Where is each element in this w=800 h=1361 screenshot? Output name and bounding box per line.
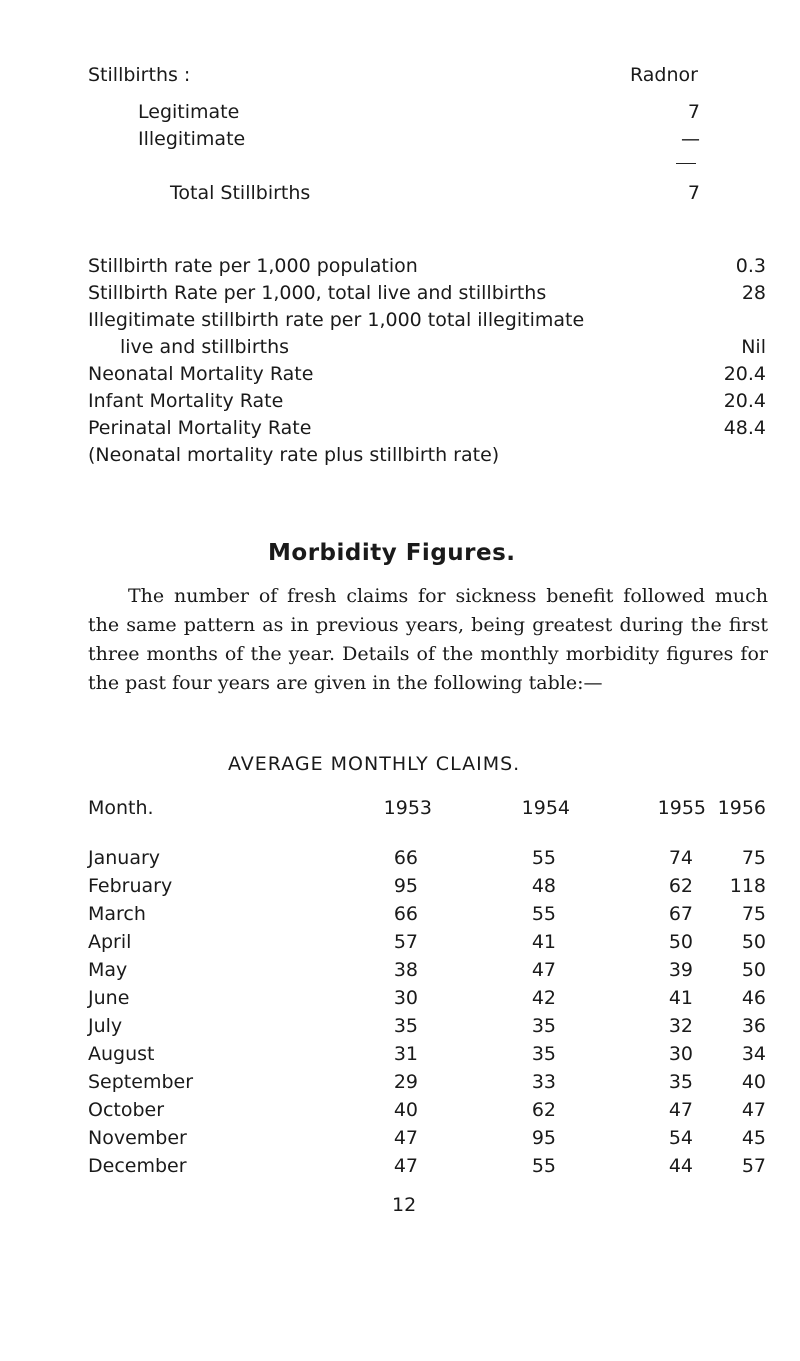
value-cell: 50 [741,931,766,953]
table-row [0,1071,800,1099]
illegitimate-value: — [681,128,700,150]
value-cell: 55 [531,903,556,925]
value-cell: 47 [393,1127,418,1149]
year-header: 1956 [717,797,766,819]
rate-value: Nil [741,336,766,358]
rate-label: Infant Mortality Rate [88,390,284,412]
value-cell: 66 [393,847,418,869]
value-cell: 57 [741,1155,766,1177]
year-header: 1953 [383,797,432,819]
value-cell: 44 [668,1155,693,1177]
value-cell: 75 [741,847,766,869]
rate-value: 20.4 [723,390,766,412]
total-stillbirths-label: Total Stillbirths [170,182,311,204]
value-cell: 48 [531,875,556,897]
illegitimate-label: Illegitimate [138,128,246,150]
month-cell: October [88,1099,165,1121]
value-cell: 47 [668,1099,693,1121]
value-cell: 47 [741,1099,766,1121]
month-cell: December [88,1155,187,1177]
value-cell: 30 [668,1043,693,1065]
value-cell: 35 [531,1015,556,1037]
value-cell: 62 [531,1099,556,1121]
value-cell: 42 [531,987,556,1009]
value-cell: 50 [668,931,693,953]
value-cell: 38 [393,959,418,981]
value-cell: 40 [741,1071,766,1093]
legitimate-label: Legitimate [138,101,240,123]
value-cell: 35 [531,1043,556,1065]
value-cell: 55 [531,847,556,869]
rate-label: Neonatal Mortality Rate [88,363,314,385]
stillbirths-title: Stillbirths : [88,64,191,86]
value-cell: 75 [741,903,766,925]
rate-value: 28 [741,282,766,304]
table-row [0,987,800,1015]
value-cell: 39 [668,959,693,981]
table-row [0,1127,800,1155]
value-cell: 41 [668,987,693,1009]
value-cell: 36 [741,1015,766,1037]
value-cell: 95 [393,875,418,897]
value-cell: 54 [668,1127,693,1149]
value-cell: 41 [531,931,556,953]
value-cell: 50 [741,959,766,981]
table-row [0,903,800,931]
month-header: Month. [88,797,154,819]
month-cell: April [88,931,132,953]
morbidity-paragraph: The number of fresh claims for sickness benefit followed much the same pattern as in previous years, being greatest during the first three months of the year. Details of the monthly morbidity figures for the past four years are given in the following table:— [88,585,768,694]
legitimate-value: 7 [687,101,700,123]
rate-value: 48.4 [723,417,766,439]
value-cell: 33 [531,1071,556,1093]
value-cell: 35 [393,1015,418,1037]
radnor-header: Radnor [630,64,698,86]
rate-label-continued: (Neonatal mortality rate plus stillbirth rate) [88,444,500,466]
value-cell: 30 [393,987,418,1009]
month-cell: June [88,987,130,1009]
rate-label: Stillbirth Rate per 1,000, total live and stillbirths [88,282,547,304]
table-header-row [0,797,800,825]
table-row [0,1043,800,1071]
table-row [0,1099,800,1127]
table-row [0,847,800,875]
value-cell: 57 [393,931,418,953]
rate-label: Stillbirth rate per 1,000 population [88,255,418,277]
year-header: 1955 [657,797,706,819]
value-cell: 74 [668,847,693,869]
page-number: 12 [392,1194,417,1216]
value-cell: 46 [741,987,766,1009]
month-cell: September [88,1071,194,1093]
value-cell: 47 [531,959,556,981]
table-row [0,875,800,903]
rate-label: Perinatal Mortality Rate [88,417,312,439]
value-cell: 66 [393,903,418,925]
month-cell: March [88,903,146,925]
value-cell: 118 [729,875,766,897]
value-cell: 35 [668,1071,693,1093]
table-row [0,1155,800,1183]
month-cell: February [88,875,173,897]
value-cell: 32 [668,1015,693,1037]
sum-rule [676,163,696,164]
value-cell: 45 [741,1127,766,1149]
month-cell: July [88,1015,123,1037]
month-cell: January [88,847,161,869]
value-cell: 55 [531,1155,556,1177]
value-cell: 29 [393,1071,418,1093]
morbidity-heading: Morbidity Figures. [268,540,516,566]
value-cell: 47 [393,1155,418,1177]
value-cell: 31 [393,1043,418,1065]
value-cell: 62 [668,875,693,897]
value-cell: 67 [668,903,693,925]
rate-label: Illegitimate stillbirth rate per 1,000 total illegitimate [88,309,585,331]
value-cell: 34 [741,1043,766,1065]
table-row [0,1015,800,1043]
claims-table-title: AVERAGE MONTHLY CLAIMS. [228,753,521,775]
year-header: 1954 [521,797,570,819]
value-cell: 40 [393,1099,418,1121]
table-row [0,959,800,987]
month-cell: November [88,1127,187,1149]
rate-value: 0.3 [735,255,766,277]
month-cell: May [88,959,128,981]
rate-value: 20.4 [723,363,766,385]
table-row [0,931,800,959]
value-cell: 95 [531,1127,556,1149]
month-cell: August [88,1043,155,1065]
total-stillbirths-value: 7 [687,182,700,204]
rate-label-continued: live and stillbirths [120,336,290,358]
